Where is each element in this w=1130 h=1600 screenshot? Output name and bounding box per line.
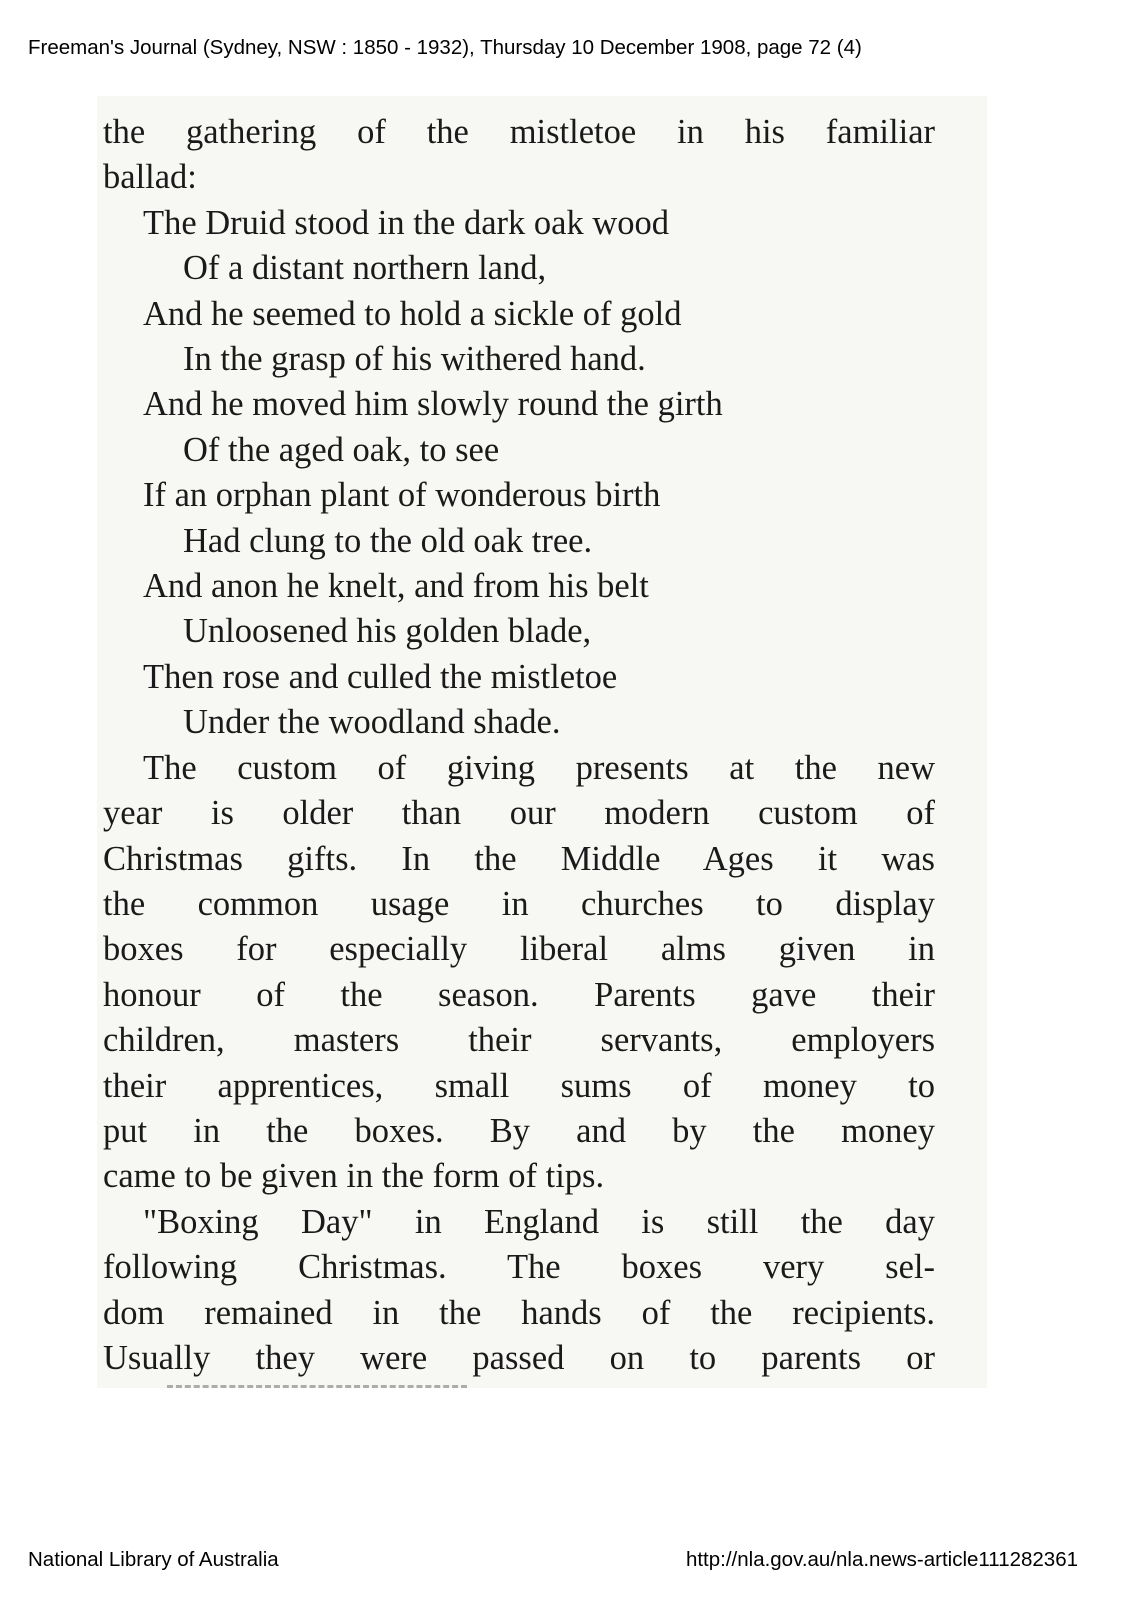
article-scan [97, 96, 987, 1388]
paragraph-line: the common usage in churches to display [103, 884, 935, 923]
verse-line: Of a distant northern land, [183, 249, 547, 288]
paragraph-line: following Christmas. The boxes very sel- [103, 1248, 935, 1287]
verse-line: Under the woodland shade. [183, 703, 561, 742]
verse-line: Unloosened his golden blade, [183, 612, 592, 651]
paragraph-line: children, masters their servants, employers [103, 1021, 935, 1060]
verse-line: And anon he knelt, and from his belt [143, 567, 649, 606]
verse-line: Of the aged oak, to see [183, 430, 500, 469]
intro-line: ballad: [103, 158, 197, 197]
verse-line: Then rose and culled the mistletoe [143, 657, 618, 696]
footer-url[interactable]: http://nla.gov.au/nla.news-article111282361 [685, 1548, 1078, 1571]
paragraph-line: year is older than our modern custom of [103, 794, 935, 833]
clipped-line-top [137, 96, 927, 103]
citation-header: Freeman's Journal (Sydney, NSW : 1850 - 1932), Thursday 10 December 1908, page 72 (4) [28, 36, 862, 59]
paragraph-line: came to be given in the form of tips. [103, 1157, 605, 1196]
paragraph-line: Usually they were passed on to parents or [103, 1338, 935, 1377]
verse-line: And he moved him slowly round the girth [143, 385, 723, 424]
clipped-line-bottom [167, 1379, 467, 1388]
intro-line: the gathering of the mistletoe in his familiar [103, 113, 935, 151]
verse-line: If an orphan plant of wonderous birth [143, 476, 661, 515]
paragraph-line: honour of the season. Parents gave their [103, 975, 935, 1014]
verse-line: Had clung to the old oak tree. [183, 521, 593, 560]
paragraph-line: dom remained in the hands of the recipients. [103, 1293, 935, 1332]
paragraph-line: Christmas gifts. In the Middle Ages it was [103, 839, 935, 878]
paragraph-line: put in the boxes. By and by the money [103, 1111, 935, 1150]
paragraph-line: The custom of giving presents at the new [143, 748, 935, 787]
paragraph-line: their apprentices, small sums of money to [103, 1066, 935, 1105]
paragraph-line: boxes for especially liberal alms given in [103, 930, 935, 969]
footer-source: National Library of Australia [28, 1548, 279, 1571]
verse-line: In the grasp of his withered hand. [183, 340, 646, 379]
paragraph-line: "Boxing Day" in England is still the day [143, 1202, 935, 1241]
article-text [103, 110, 953, 1381]
verse-line: The Druid stood in the dark oak wood [143, 203, 670, 242]
verse-line: And he seemed to hold a sickle of gold [143, 294, 682, 333]
